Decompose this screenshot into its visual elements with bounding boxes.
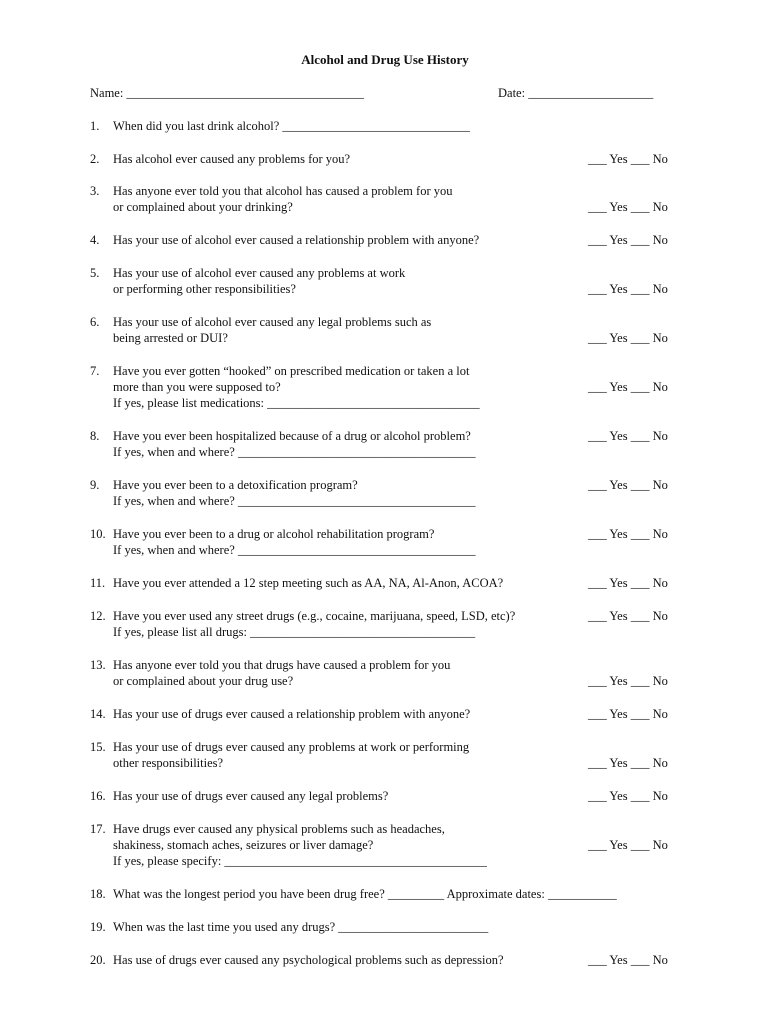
question-number: 19. xyxy=(90,920,106,934)
question-line: Have you ever attended a 12 step meeting such as AA, NA, Al-Anon, ACOA? xyxy=(113,576,504,590)
question-number: 1. xyxy=(90,119,100,133)
yes-no-answer[interactable]: ___ Yes ___ No xyxy=(588,609,668,623)
question-line: other responsibilities? xyxy=(113,756,224,770)
yes-no-answer[interactable]: ___ Yes ___ No xyxy=(588,953,668,967)
question-number: 16. xyxy=(90,789,106,803)
question-text xyxy=(113,886,617,902)
question-text xyxy=(113,657,583,689)
question-number: 3. xyxy=(90,184,100,198)
page-title: Alcohol and Drug Use History xyxy=(301,52,469,67)
question-number: 10. xyxy=(90,527,106,541)
question-line[interactable]: If yes, when and where? ______________________________________ xyxy=(113,445,476,459)
question-text xyxy=(113,363,583,411)
question-line: Has anyone ever told you that alcohol has caused a problem for you xyxy=(113,184,453,198)
question-line: or complained about your drinking? xyxy=(113,200,293,214)
question-line: shakiness, stomach aches, seizures or liver damage? xyxy=(113,838,374,852)
question-line[interactable]: If yes, when and where? ______________________________________ xyxy=(113,494,476,508)
yes-no-answer[interactable]: ___ Yes ___ No xyxy=(588,707,668,721)
question-text xyxy=(113,526,583,558)
question-line[interactable]: If yes, please list medications: __________________________________ xyxy=(113,396,480,410)
question-number: 12. xyxy=(90,609,106,623)
question-line: Have drugs ever caused any physical problems such as headaches, xyxy=(113,822,445,836)
question-line: Has use of drugs ever caused any psychological problems such as depression? xyxy=(113,953,504,967)
question-text xyxy=(113,952,583,968)
question-line: Have you ever been to a drug or alcohol rehabilitation program? xyxy=(113,527,435,541)
yes-no-answer[interactable]: ___ Yes ___ No xyxy=(588,331,668,345)
question-number: 9. xyxy=(90,478,100,492)
question-text xyxy=(113,739,583,771)
question-line: Have you ever used any street drugs (e.g., cocaine, marijuana, speed, LSD, etc)? xyxy=(113,609,516,623)
question-text xyxy=(113,265,583,297)
question-text xyxy=(113,821,583,869)
yes-no-answer[interactable]: ___ Yes ___ No xyxy=(588,233,668,247)
question-line: Have you ever been to a detoxification program? xyxy=(113,478,358,492)
question-text xyxy=(113,706,583,722)
question-text xyxy=(113,608,583,640)
question-line[interactable]: If yes, please list all drugs: ____________________________________ xyxy=(113,625,476,639)
yes-no-answer[interactable]: ___ Yes ___ No xyxy=(588,789,668,803)
question-line: Has your use of alcohol ever caused a relationship problem with anyone? xyxy=(113,233,480,247)
question-number: 11. xyxy=(90,576,106,590)
question-text xyxy=(113,477,583,509)
question-line[interactable]: If yes, when and where? ______________________________________ xyxy=(113,543,476,557)
date-field[interactable]: Date: ____________________ xyxy=(498,86,654,100)
question-number: 7. xyxy=(90,364,100,378)
yes-no-answer[interactable]: ___ Yes ___ No xyxy=(588,282,668,296)
yes-no-answer[interactable]: ___ Yes ___ No xyxy=(588,200,668,214)
question-text xyxy=(113,788,583,804)
question-line: more than you were supposed to? xyxy=(113,380,281,394)
question-number: 20. xyxy=(90,953,106,967)
question-number: 17. xyxy=(90,822,106,836)
question-line[interactable]: If yes, please specify: __________________________________________ xyxy=(113,854,487,868)
yes-no-answer[interactable]: ___ Yes ___ No xyxy=(588,576,668,590)
yes-no-answer[interactable]: ___ Yes ___ No xyxy=(588,674,668,688)
yes-no-answer[interactable]: ___ Yes ___ No xyxy=(588,756,668,770)
question-line: or performing other responsibilities? xyxy=(113,282,296,296)
question-line: Has your use of drugs ever caused any problems at work or performing xyxy=(113,740,470,754)
question-text xyxy=(113,183,583,215)
question-line: Has your use of drugs ever caused any legal problems? xyxy=(113,789,389,803)
question-number: 14. xyxy=(90,707,106,721)
question-number: 8. xyxy=(90,429,100,443)
question-number: 13. xyxy=(90,658,106,672)
yes-no-answer[interactable]: ___ Yes ___ No xyxy=(588,478,668,492)
question-number: 5. xyxy=(90,266,100,280)
question-line[interactable]: What was the longest period you have been drug free? _________ Approximate dates: ___________ xyxy=(113,887,617,901)
question-line: being arrested or DUI? xyxy=(113,331,228,345)
question-line: or complained about your drug use? xyxy=(113,674,294,688)
question-text xyxy=(113,919,583,935)
question-number: 18. xyxy=(90,887,106,901)
question-number: 15. xyxy=(90,740,106,754)
question-line: Has your use of alcohol ever caused any problems at work xyxy=(113,266,406,280)
question-line: Has your use of drugs ever caused a relationship problem with anyone? xyxy=(113,707,471,721)
question-line: Has your use of alcohol ever caused any legal problems such as xyxy=(113,315,432,329)
question-line: Has anyone ever told you that drugs have caused a problem for you xyxy=(113,658,451,672)
yes-no-answer[interactable]: ___ Yes ___ No xyxy=(588,152,668,166)
question-number: 6. xyxy=(90,315,100,329)
question-text xyxy=(113,575,583,591)
name-field[interactable]: Name: ______________________________________ xyxy=(90,86,364,100)
yes-no-answer[interactable]: ___ Yes ___ No xyxy=(588,380,668,394)
question-text xyxy=(113,232,583,248)
yes-no-answer[interactable]: ___ Yes ___ No xyxy=(588,527,668,541)
yes-no-answer[interactable]: ___ Yes ___ No xyxy=(588,838,668,852)
question-text xyxy=(113,118,583,134)
question-number: 4. xyxy=(90,233,100,247)
question-line[interactable]: When was the last time you used any drugs? ________________________ xyxy=(113,920,489,934)
question-text xyxy=(113,314,583,346)
yes-no-answer[interactable]: ___ Yes ___ No xyxy=(588,429,668,443)
question-text xyxy=(113,151,583,167)
question-text xyxy=(113,428,583,460)
question-number: 2. xyxy=(90,152,100,166)
question-line: Have you ever been hospitalized because of a drug or alcohol problem? xyxy=(113,429,471,443)
question-line: Have you ever gotten “hooked” on prescribed medication or taken a lot xyxy=(113,364,470,378)
question-line[interactable]: When did you last drink alcohol? ______________________________ xyxy=(113,119,470,133)
question-line: Has alcohol ever caused any problems for you? xyxy=(113,152,351,166)
